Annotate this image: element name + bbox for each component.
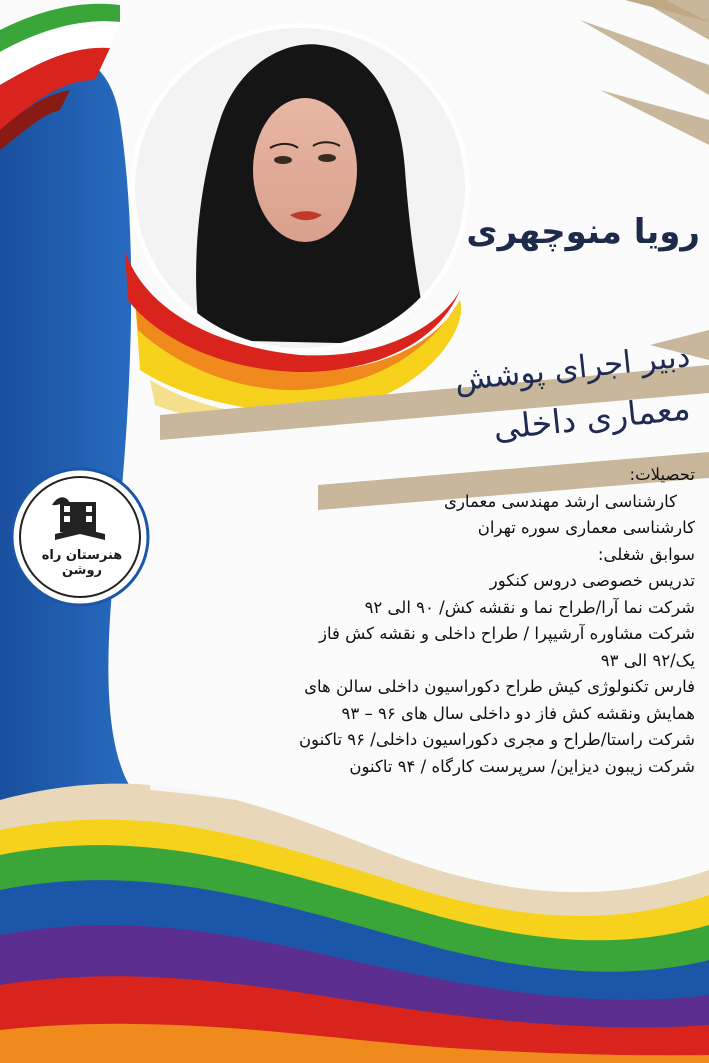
- person-name: رویا منوچهری: [466, 212, 700, 252]
- experience-line: یک/۹۲ الی ۹۳: [600, 650, 695, 670]
- job-title-line1: دبیر اجرای پوشش: [452, 338, 692, 399]
- education-heading: تحصیلات:: [629, 465, 695, 484]
- experience-line: فارس تکنولوژی کیش طراح دکوراسیون داخلی سالن های: [304, 677, 695, 696]
- job-title-line2: معماری داخلی: [491, 388, 693, 448]
- education-item: کارشناسی ارشد مهندسی معماری: [444, 491, 677, 511]
- sunburst-ray: [580, 20, 709, 95]
- experience-line: همایش ونقشه کش فاز دو داخلی سال های ۹۶ – ۹۳: [341, 703, 695, 723]
- experience-line: شرکت نما آرا/طراح نما و نقشه کش/ ۹۰ الی ۹۲: [364, 597, 695, 617]
- blue-side-panel: [0, 51, 150, 830]
- education-item: کارشناسی معماری سوره تهران: [477, 518, 695, 537]
- experience-heading: سوابق شغلی:: [597, 544, 695, 564]
- experience-line: تدریس خصوصی دروس کنکور: [489, 571, 695, 590]
- resume-content: [150, 462, 695, 780]
- school-logo-label: هنرستان راه روشن: [41, 548, 123, 578]
- experience-line: شرکت مشاوره آرشیپرا / طراح داخلی و نقشه کش فاز: [318, 624, 695, 643]
- experience-line: شرکت زیبون دیزاین/ سرپرست کارگاه / ۹۴ تاکنون: [349, 756, 695, 776]
- sunburst-ray: [600, 90, 709, 145]
- experience-line: شرکت راستا/طراح و مجری دکوراسیون داخلی/ ۹۶ تاکنون: [298, 730, 695, 749]
